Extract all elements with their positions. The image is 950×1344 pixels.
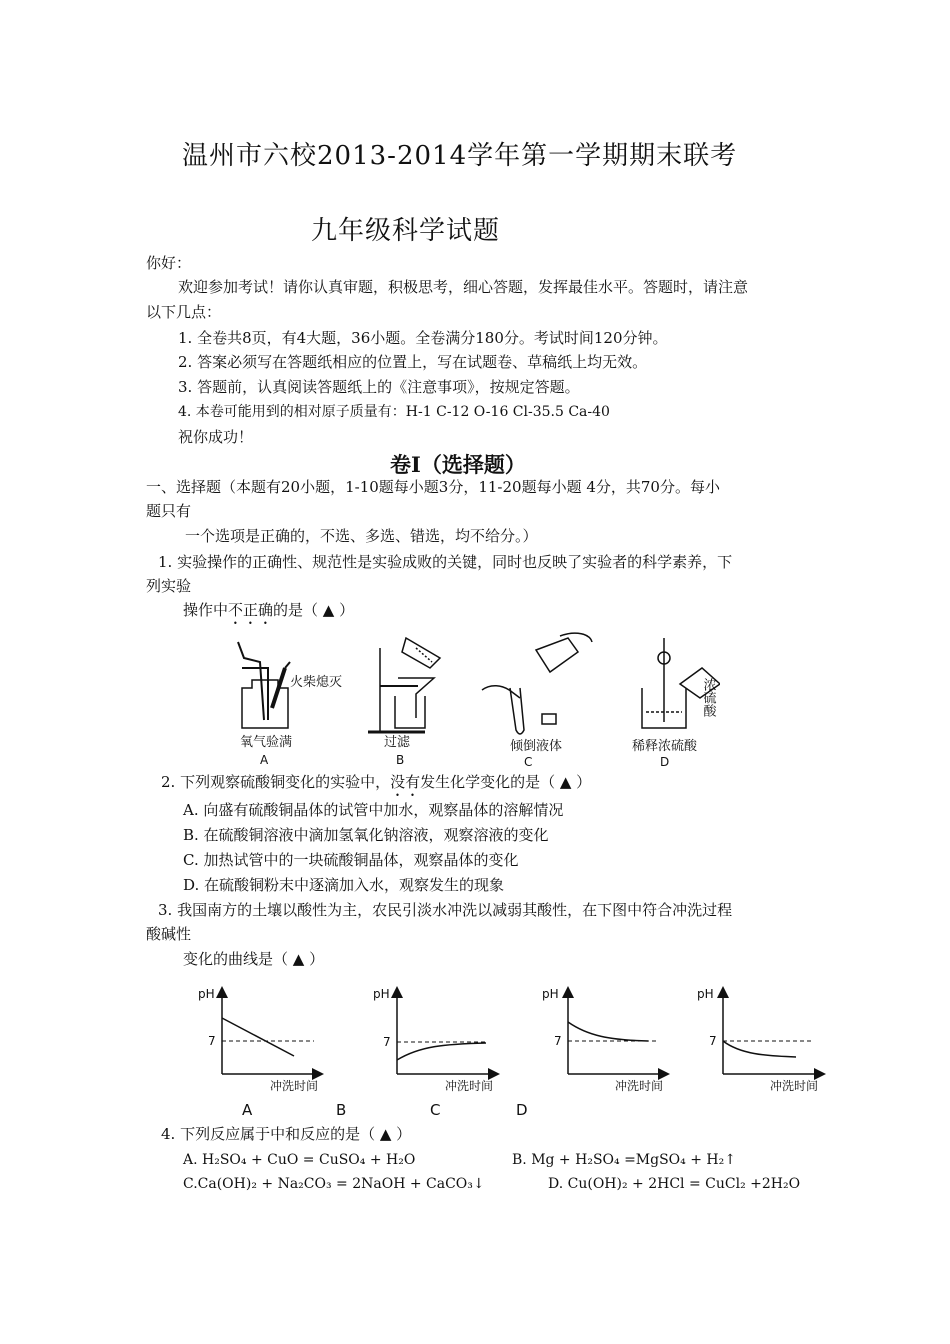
- figure-a-oxygen-test: [238, 642, 290, 728]
- graph-b-curve: [397, 1043, 486, 1060]
- q4-option-d: D. Cu(OH)₂ + 2HCl = CuCl₂ +2H₂O: [548, 1176, 801, 1192]
- q3-line-2: 酸碱性: [146, 925, 192, 943]
- q1-stem-pre: 操作中: [183, 601, 229, 619]
- note-2: 2. 答案必须写在答题纸相应的位置上，写在试题卷、草稿纸上均无效。: [178, 353, 648, 371]
- exam-subtitle: 九年级科学试题: [311, 216, 501, 246]
- figure-c-letter: C: [524, 755, 533, 769]
- graph-d-tick: 7: [709, 1034, 717, 1048]
- q1-line-2: 列实验: [146, 577, 192, 595]
- graph-b-ylabel: pH: [373, 987, 390, 1001]
- intro-line-1: 欢迎参加考试！请你认真审题，积极思考，细心答题，发挥最佳水平。答题时，请注意: [178, 278, 749, 296]
- graph-a-xlabel: 冲洗时间: [270, 1079, 319, 1093]
- note-3: 3. 答题前，认真阅读答题纸上的《注意事项》，按规定答题。: [178, 378, 580, 396]
- q2-stem-emphasis: 没有: [390, 773, 421, 791]
- figure-b-caption: 过滤: [384, 735, 411, 750]
- figure-d-caption: 稀释浓硫酸: [632, 739, 698, 754]
- q1-line-1: 1. 实验操作的正确性、规范性是实验成败的关键，同时也反映了实验者的科学素养，下: [158, 553, 733, 571]
- q1-figure-set: [220, 628, 720, 770]
- figure-b-letter: B: [396, 753, 405, 767]
- q4-option-a: A. H₂SO₄ + CuO = CuSO₄ + H₂O: [183, 1152, 416, 1168]
- graph-b-tick: 7: [383, 1035, 391, 1049]
- graph-d-letter: D: [516, 1101, 528, 1119]
- graph-a-letter: A: [242, 1101, 253, 1119]
- q2-stem-pre: 2. 下列观察硫酸铜变化的实验中，: [161, 773, 391, 791]
- graph-d-xlabel: 冲洗时间: [770, 1079, 819, 1093]
- wish: 祝你成功！: [178, 428, 254, 446]
- greeting: 你好：: [146, 254, 192, 272]
- q4-option-c: C.Ca(OH)₂ + Na₂CO₃ = 2NaOH + CaCO₃↓: [183, 1176, 485, 1192]
- graph-b-letter: B: [336, 1101, 347, 1119]
- figure-d-note: 浓硫酸: [700, 678, 716, 717]
- graph-a: [222, 992, 318, 1074]
- intro-line-2: 以下几点：: [146, 303, 222, 321]
- graph-d-ylabel: pH: [697, 987, 714, 1001]
- exam-title: 温州市六校2013-2014学年第一学期期末联考: [182, 141, 738, 171]
- q2-option-c: C. 加热试管中的一块硫酸铜晶体，观察晶体的变化: [183, 851, 519, 869]
- q3-graph-set: [190, 982, 840, 1122]
- part1-line-3: 一个选项是正确的，不选、多选、错选，均不给分。）: [185, 527, 538, 545]
- q1-stem-post: 的是（ ▲ ）: [273, 601, 355, 619]
- part1-line-1: 一、选择题（本题有20小题，1-10题每小题3分，11-20题每小题 4分，共70分。每小: [146, 478, 720, 496]
- q2-stem-post: 发生化学变化的是（ ▲ ）: [420, 773, 592, 791]
- q1-line-3: [183, 599, 354, 628]
- q2-stem: [161, 771, 591, 800]
- graph-c-ylabel: pH: [542, 987, 559, 1001]
- note-1: 1. 全卷共8页，有4大题，36小题。全卷满分180分。考试时间120分钟。: [178, 329, 668, 347]
- graph-d: [723, 992, 820, 1074]
- note-4: 4. 本卷可能用到的相对原子质量有：H-1 C-12 O-16 Cl-35.5 Ca-40: [178, 404, 610, 420]
- graph-c-xlabel: 冲洗时间: [615, 1079, 664, 1093]
- q3-line-1: 3. 我国南方的土壤以酸性为主，农民引淡水冲洗以减弱其酸性，在下图中符合冲洗过程: [158, 901, 733, 919]
- figure-c-caption: 倾倒液体: [510, 739, 563, 754]
- graph-a-tick: 7: [208, 1034, 216, 1048]
- q1-stem-emphasis: 不正确: [228, 601, 274, 619]
- figure-c-pouring: [482, 633, 592, 734]
- graph-b: [397, 992, 494, 1074]
- figure-d-letter: D: [660, 755, 670, 769]
- q2-option-d: D. 在硫酸铜粉末中逐滴加入水，观察发生的现象: [183, 876, 505, 894]
- q4-option-b: B. Mg + H₂SO₄ =MgSO₄ + H₂↑: [512, 1152, 736, 1168]
- graph-c-tick: 7: [554, 1034, 562, 1048]
- figure-a-caption: 氧气验满: [240, 735, 293, 750]
- part1-line-2: 题只有: [146, 502, 192, 520]
- graph-c-letter: C: [430, 1101, 441, 1119]
- graph-c-curve: [568, 1022, 648, 1041]
- figure-a-letter: A: [260, 753, 269, 767]
- graph-d-curve: [723, 1041, 796, 1057]
- figure-a-note: 火柴熄灭: [290, 675, 343, 690]
- graph-a-curve: [222, 1018, 294, 1056]
- q3-line-3: 变化的曲线是（ ▲ ）: [183, 950, 325, 968]
- graph-c: [568, 992, 664, 1074]
- section-title: 卷Ⅰ（选择题）: [390, 452, 526, 477]
- graph-a-ylabel: pH: [198, 987, 215, 1001]
- q2-option-b: B. 在硫酸铜溶液中滴加氢氧化钠溶液，观察溶液的变化: [183, 826, 549, 844]
- q4-stem: 4. 下列反应属于中和反应的是（ ▲ ）: [161, 1125, 412, 1143]
- graph-b-xlabel: 冲洗时间: [445, 1079, 494, 1093]
- q2-option-a: A. 向盛有硫酸铜晶体的试管中加水，观察晶体的溶解情况: [183, 801, 564, 819]
- figure-b-filtration: [368, 638, 440, 732]
